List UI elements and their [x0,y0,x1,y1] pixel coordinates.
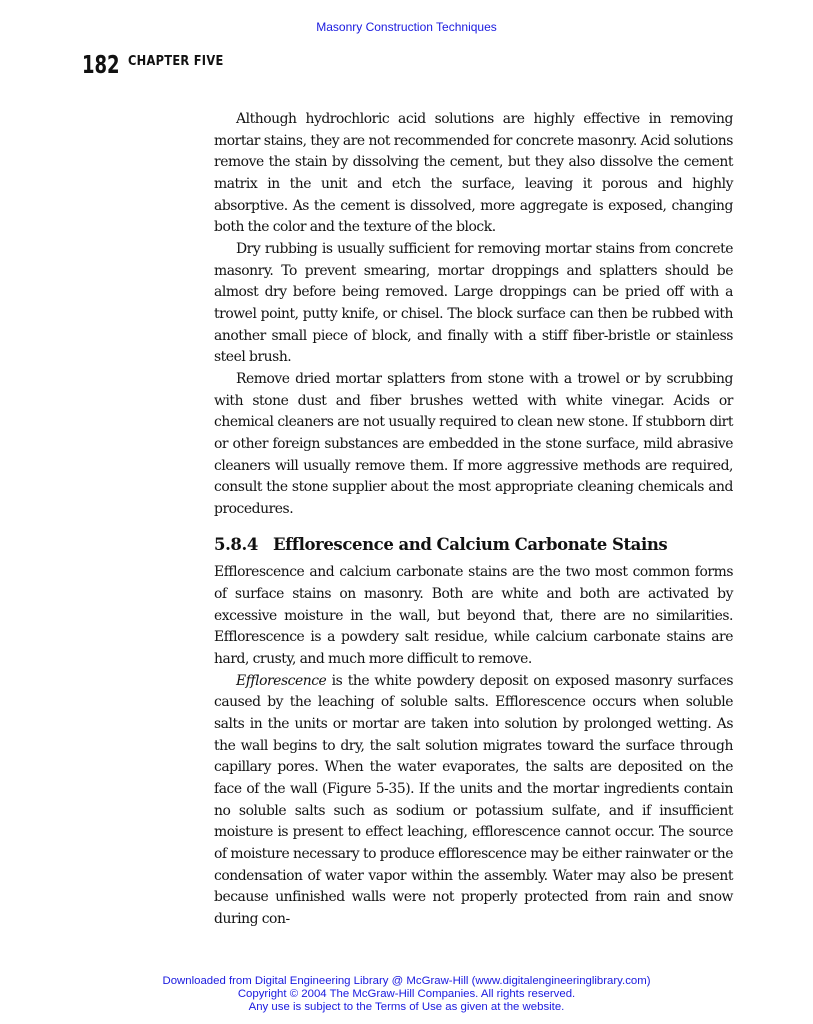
chapter-label: CHAPTER FIVE [128,54,224,69]
paragraph: Dry rubbing is usually sufficient for removing mortar stains from concrete masonry. To prevent smearing, mortar droppings and splatters should be almost dry before being removed. Large droppings can be pried off with a trowel point, putty knife, or chisel. The block surface can then be rubbed with another small piece of block, and finally with a stiff fiber-bristle or stainless steel brush. [214,240,733,366]
term-efflorescence: Efflorescence [236,672,327,689]
footer-copyright[interactable]: Copyright © 2004 The McGraw-Hill Companies. All rights reserved. [237,988,576,1000]
book-title-link[interactable]: Masonry Construction Techniques [316,20,497,34]
section-title: Efflorescence and Calcium Carbonate Stains [273,535,668,555]
footer-download-link[interactable]: Downloaded from Digital Engineering Library @ McGraw-Hill (www.digitalengineeringlibrary.com) [162,975,651,987]
page-number: 182 [82,50,120,79]
section-heading [214,534,733,556]
paragraph-text: is the white powdery deposit on exposed masonry surfaces caused by the leaching of soluble salts. Efflorescence occurs when soluble salts in the units or mortar are taken into solution by prolonged wetting. As the wall begins to dry, the salt solution migrates toward the surface through capillary pores. When the water evaporates, the salts are deposited on the face of the wall (Figure 5-35). If the units and the mortar ingredients contain no soluble salts such as sodium or potassium sulfate, and if insufficient moisture is present to effect leaching, efflorescence cannot occur. The source of moisture necessary to produce efflorescence may be either rainwater or the condensation of water vapor within the assembly. Water may also be present because unfinished walls were not properly protected from rain and snow during con- [214,672,733,927]
footer-terms[interactable]: Any use is subject to the Terms of Use as given at the website. [248,1001,565,1013]
paragraph: Efflorescence and calcium carbonate stains are the two most common forms of surface stains on masonry. Both are white and both are activated by excessive moisture in the wall, but beyond that, there are no similarities. Efflorescence is a powdery salt residue, while calcium carbonate stains are hard, crusty, and much more difficult to remove. [214,564,733,668]
footer [0,975,813,1014]
paragraph: Although hydrochloric acid solutions are highly effective in removing mortar stains, they are not recommended for concrete masonry. Acid solutions remove the stain by dissolving the cement, but they also dissolve the cement matrix in the unit and etch the surface, leaving it porous and highly absorptive. As the cement is dissolved, more aggregate is exposed, changing both the color and the texture of the block. [214,111,733,236]
paragraph [214,671,733,931]
section-number: 5.8.4 [214,535,258,555]
body-text [214,109,733,931]
paragraph: Remove dried mortar splatters from stone with a trowel or by scrubbing with stone dust and fiber brushes wetted with white vinegar. Acids or chemical cleaners are not usually required to clean new stone. If stubborn dirt or other foreign substances are embedded in the stone surface, mild abrasive cleaners will usually remove them. If more aggressive methods are required, consult the stone supplier about the most appropriate cleaning chemicals and procedures. [214,370,733,517]
